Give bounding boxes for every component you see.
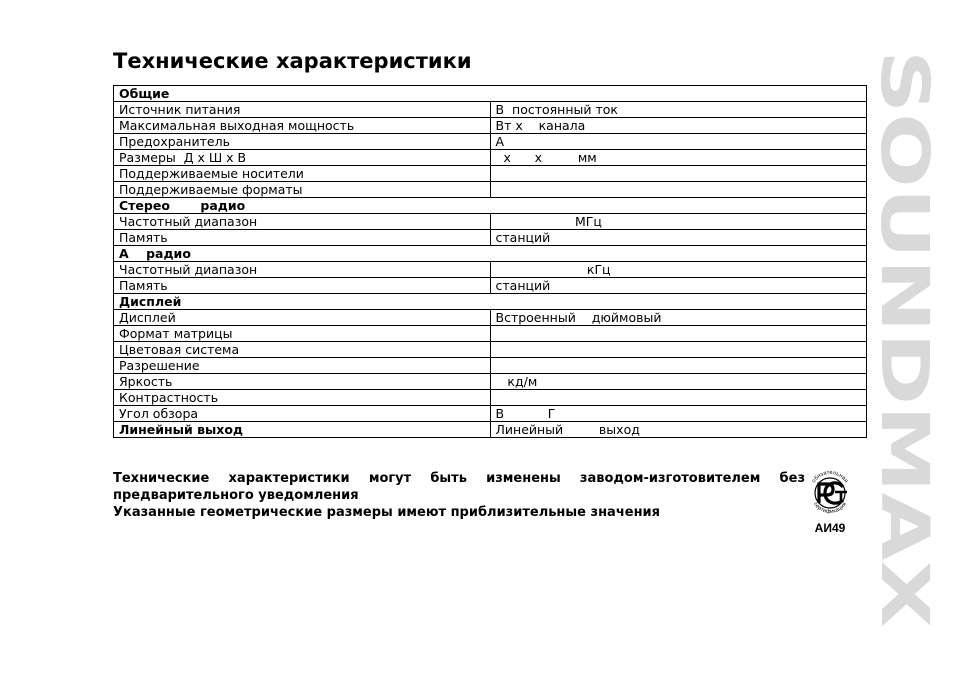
brand-wordmark: SOUNDMAX: [866, 50, 943, 485]
section-title: Общие: [114, 86, 867, 102]
spec-value: [490, 358, 867, 374]
spec-value: [490, 326, 867, 342]
spec-value: кГц: [490, 262, 867, 278]
spec-row: [114, 310, 867, 326]
note-dimensions: Указанные геометрические размеры имеют приблизительные значения: [113, 505, 661, 520]
spec-value: станций: [490, 278, 867, 294]
spec-value: МГц: [490, 214, 867, 230]
note-changes: Технические характеристики могут быть изменены заводом-изготовителем без предварительного уведомления: [113, 471, 805, 503]
section-header: [114, 246, 867, 262]
spec-value: В постоянный ток: [490, 102, 867, 118]
spec-label: Частотный диапазон: [114, 262, 491, 278]
cert-ring-bottom: сертификация: [811, 501, 849, 516]
section-title: Дисплей: [114, 294, 867, 310]
section-header: [114, 294, 867, 310]
spec-label: Контрастность: [114, 390, 491, 406]
spec-value: кд/м: [490, 374, 867, 390]
spec-value: [490, 390, 867, 406]
brand-logo: [866, 50, 943, 630]
spec-row: [114, 278, 867, 294]
section-title: А радио: [114, 246, 867, 262]
spec-row: [114, 358, 867, 374]
spec-row: [114, 342, 867, 358]
spec-row: [114, 230, 867, 246]
section-header: [114, 86, 867, 102]
section-header: [114, 198, 867, 214]
spec-label: Память: [114, 230, 491, 246]
spec-label: Поддерживаемые носители: [114, 166, 491, 182]
spec-row: [114, 182, 867, 198]
spec-value: [490, 182, 867, 198]
spec-label: Источник питания: [114, 102, 491, 118]
spec-row: [114, 150, 867, 166]
spec-row: [114, 326, 867, 342]
spec-label: Размеры Д х Ш х В: [114, 150, 491, 166]
spec-value: Линейный выход: [490, 422, 867, 438]
specs-table: [113, 85, 867, 438]
spec-value: [490, 342, 867, 358]
spec-row: [114, 390, 867, 406]
spec-label: Яркость: [114, 374, 491, 390]
spec-label: Память: [114, 278, 491, 294]
spec-label: Предохранитель: [114, 134, 491, 150]
spec-value: Вт х канала: [490, 118, 867, 134]
spec-row: [114, 134, 867, 150]
section-title: Стерео радио: [114, 198, 867, 214]
spec-value: В Г: [490, 406, 867, 422]
notes: [113, 470, 805, 521]
spec-row: [114, 406, 867, 422]
spec-label: Цветовая система: [114, 342, 491, 358]
spec-label: Максимальная выходная мощность: [114, 118, 491, 134]
spec-value: х х мм: [490, 150, 867, 166]
spec-label: Линейный выход: [114, 422, 491, 438]
cert-code: АИ49: [814, 521, 846, 535]
spec-row: [114, 262, 867, 278]
spec-row: [114, 118, 867, 134]
spec-row: [114, 214, 867, 230]
spec-label: Угол обзора: [114, 406, 491, 422]
spec-label: Дисплей: [114, 310, 491, 326]
cert-ring-top: обязательная: [811, 469, 849, 485]
spec-value: [490, 166, 867, 182]
certification-mark: [803, 468, 857, 536]
spec-label: Частотный диапазон: [114, 214, 491, 230]
spec-label: Поддерживаемые форматы: [114, 182, 491, 198]
spec-value: Встроенный дюймовый: [490, 310, 867, 326]
spec-label: Формат матрицы: [114, 326, 491, 342]
spec-row: [114, 166, 867, 182]
svg-text:обязательная: [811, 470, 849, 484]
spec-value: А: [490, 134, 867, 150]
spec-row: [114, 422, 867, 438]
spec-row: [114, 374, 867, 390]
page-title: Технические характеристики: [113, 49, 472, 73]
spec-label: Разрешение: [114, 358, 491, 374]
spec-value: станций: [490, 230, 867, 246]
spec-row: [114, 102, 867, 118]
